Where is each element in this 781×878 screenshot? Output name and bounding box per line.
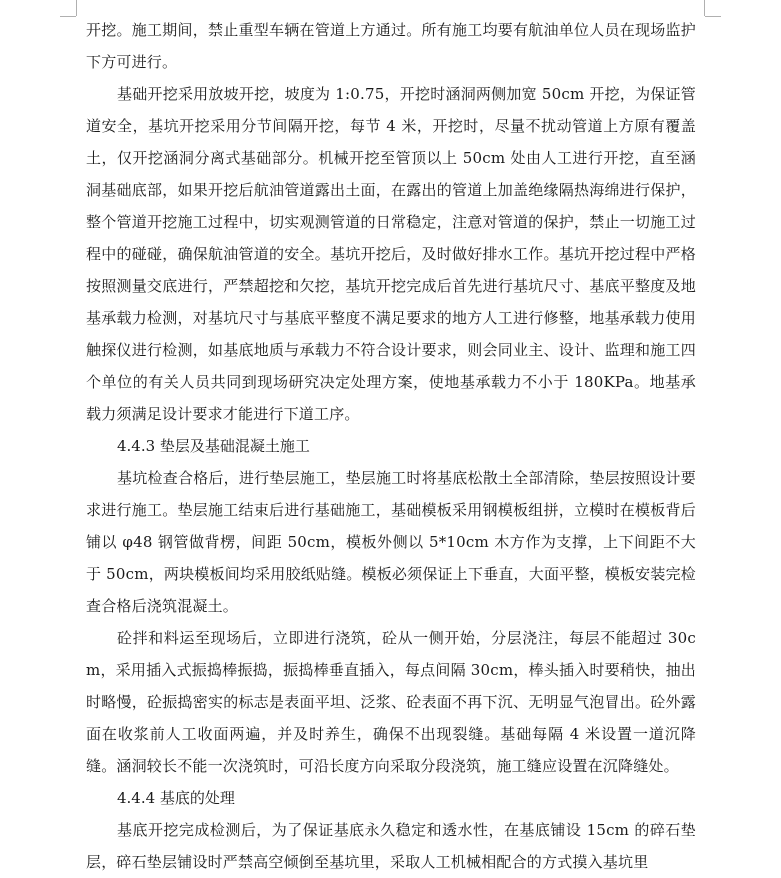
page-corner-mark-left [76, 0, 77, 16]
paragraph: 开挖。施工期间，禁止重型车辆在管道上方通过。所有施工均要有航油单位人员在现场监护下方可进行。 [86, 21, 696, 71]
paragraph: 基础开挖采用放坡开挖，坡度为 1:0.75，开挖时涵洞两侧加宽 50cm 开挖，为保证管道安全，基坑开挖采用分节间隔开挖，每节 4 米，开挖时，尽量不扰动管道上方原有覆盖土，仅开挖涵洞分离式基础部分。机械开挖至管顶以上 50cm 处由人工进行开挖，直至涵洞基础底部，如果开挖后航油管道露出土面，在露出的管道上加盖绝缘隔热海绵进行保护，整个管道开挖施工过程中，切实观测管道的日常稳定，注意对管道的保护，禁止一切施工过程中的碰碰，确保航油管道的安全。基坑开挖后，及时做好排水工作。基坑开挖过程中严格按照测量交底进行，严禁超挖和欠挖，基坑开挖完成后首先进行基坑尺寸、基底平整度及地基承载力检测，对基坑尺寸与基底平整度不满足要求的地方人工进行修整，地基承载力使用触探仪进行检测，如基底地质与承载力不符合设计要求，则会同业主、设计、监理和施工四个单位的有关人员共同到现场研究决定处理方案，使地基承载力不小于 180KPa。地基承载力须满足设计要求才能进行下道工序。 [86, 85, 696, 423]
paragraph: 砼拌和料运至现场后，立即进行浇筑，砼从一侧开始，分层浇注，每层不能超过 30cm，采用插入式振捣棒振捣，振捣棒垂直插入，每点间隔 30cm，棒头插入时要稍快，抽出时略慢，砼振捣密实的标志是表面平坦、泛浆、砼表面不再下沉、无明显气泡冒出。砼外露面在收浆前人工收面两遍，并及时养生，确保不出现裂缝。基础每隔 4 米设置一道沉降缝。涵洞较长不能一次浇筑时，可沿长度方向采取分段浇筑，施工缝应设置在沉降缝处。 [86, 629, 696, 775]
paragraph: 基坑检查合格后，进行垫层施工，垫层施工时将基底松散土全部清除，垫层按照设计要求进行施工。垫层施工结束后进行基础施工，基础模板采用钢模板组拼，立模时在模板背后铺以 φ48 钢管做背楞，间距 50cm，模板外侧以 5*10cm 木方作为支撑，上下间距不大于 50cm，两块模板间均采用胶纸贴缝。模板必须保证上下垂直，大面平整，模板安装完检查合格后浇筑混凝土。 [86, 469, 696, 615]
paragraph: 基底开挖完成检测后，为了保证基底永久稳定和透水性，在基底铺设 15cm 的碎石垫层，碎石垫层铺设时严禁高空倾倒至基坑里，采取人工机械相配合的方式摸入基坑里 [86, 821, 696, 871]
section-heading: 4.4.4 基底的处理 [117, 789, 235, 807]
page-corner-mark-left-h [60, 16, 76, 17]
page-corner-mark-right-h [705, 16, 721, 17]
section-heading: 4.4.3 垫层及基础混凝土施工 [117, 437, 310, 455]
document-body [86, 14, 696, 878]
page-corner-mark-right [704, 0, 705, 16]
